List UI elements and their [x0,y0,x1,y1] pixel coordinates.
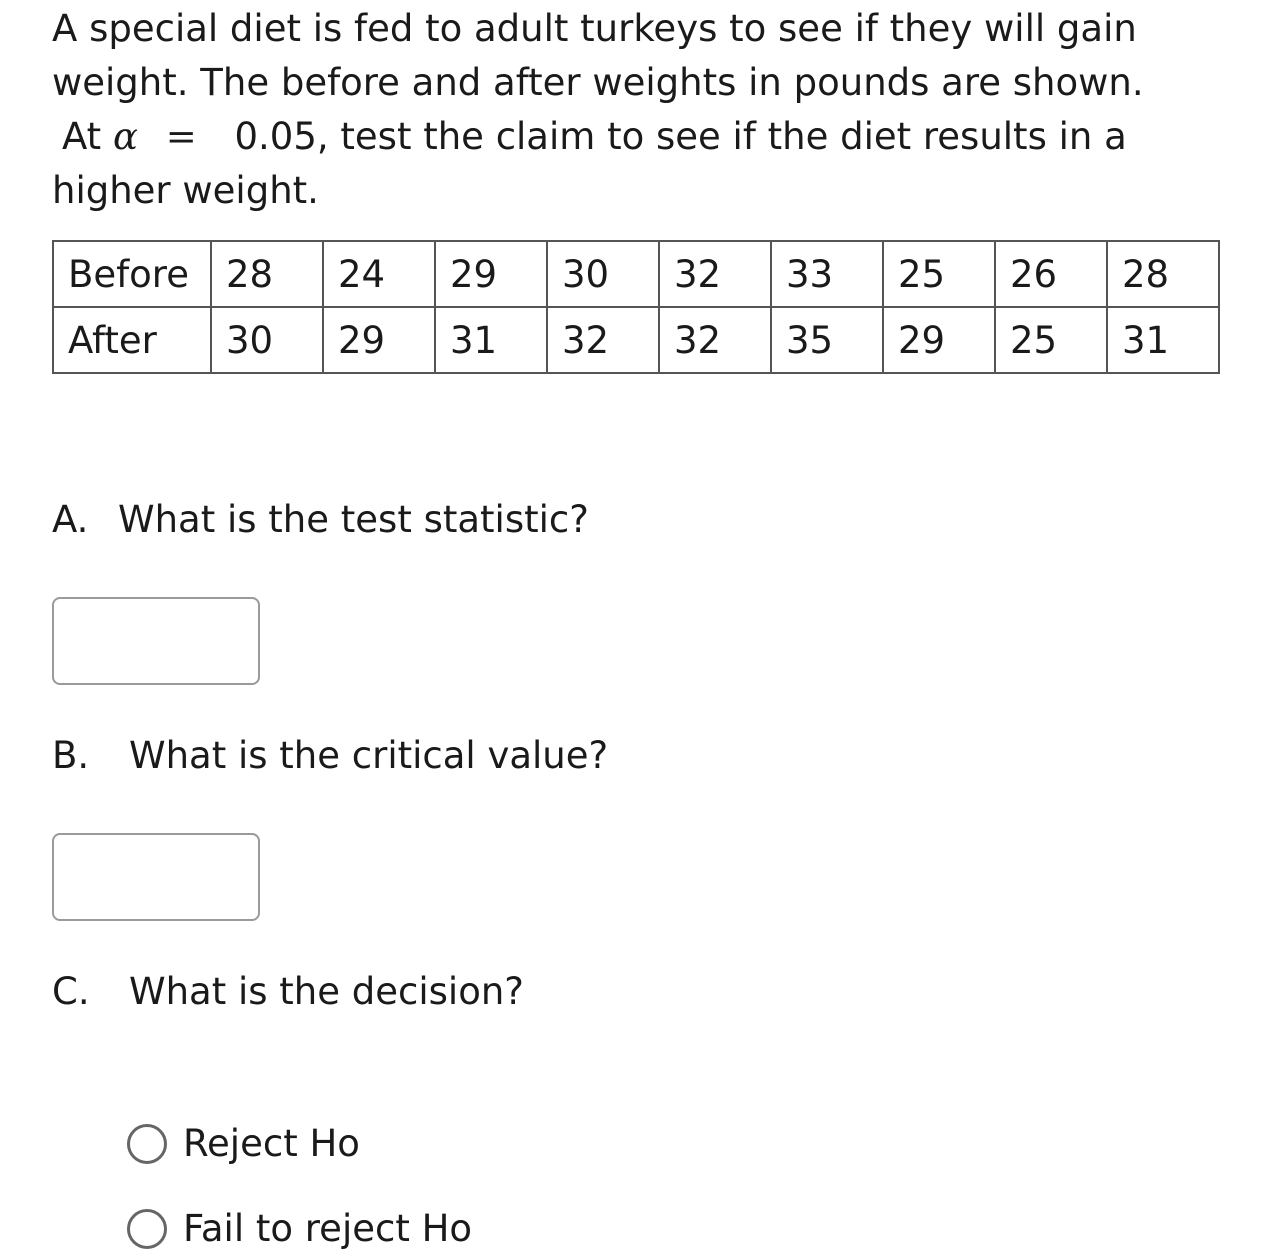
table-cell: 29 [435,241,547,307]
question-line-4: higher weight. [52,169,319,212]
alpha-prefix: At [62,115,102,158]
table-cell: 30 [211,307,323,373]
option-reject-ho[interactable] [127,1122,360,1165]
alpha-symbol: α [112,115,138,158]
weights-table [52,240,1220,374]
question-text [52,2,1232,218]
table-cell: 28 [211,241,323,307]
part-b-letter: B. [52,734,90,777]
equals-symbol: = [165,115,197,158]
critical-value-input[interactable] [52,833,260,921]
row-label-before: Before [53,241,211,307]
alpha-suffix: 0.05, test the claim to see if the diet results in a [234,115,1127,158]
table-row-after [53,307,1219,373]
option-fail-to-reject-ho[interactable] [127,1207,472,1250]
radio-button[interactable] [127,1209,167,1249]
table-cell: 29 [883,307,995,373]
question-line-3 [52,110,1232,164]
table-cell: 35 [771,307,883,373]
table-cell: 30 [547,241,659,307]
table-cell: 31 [1107,307,1219,373]
table-cell: 26 [995,241,1107,307]
question-line-1: A special diet is fed to adult turkeys to see if they will gain [52,7,1137,50]
part-c-text: What is the decision? [129,970,524,1013]
table-cell: 32 [659,307,771,373]
table-row-before [53,241,1219,307]
table-cell: 31 [435,307,547,373]
part-a-letter: A. [52,498,89,541]
table-cell: 28 [1107,241,1219,307]
table-cell: 25 [995,307,1107,373]
test-statistic-input[interactable] [52,597,260,685]
row-label-after: After [53,307,211,373]
part-c-prompt [52,970,524,1013]
question-line-2: weight. The before and after weights in pounds are shown. [52,61,1144,104]
table-cell: 29 [323,307,435,373]
part-a-text: What is the test statistic? [118,498,589,541]
part-a-prompt [52,498,589,541]
table-cell: 32 [547,307,659,373]
part-b-text: What is the critical value? [129,734,609,777]
part-b-prompt [52,734,608,777]
table-cell: 25 [883,241,995,307]
option-label: Reject Ho [183,1122,360,1165]
option-label: Fail to reject Ho [183,1207,473,1250]
radio-button[interactable] [127,1124,167,1164]
table-cell: 33 [771,241,883,307]
table-cell: 24 [323,241,435,307]
table-cell: 32 [659,241,771,307]
part-c-letter: C. [52,970,90,1013]
